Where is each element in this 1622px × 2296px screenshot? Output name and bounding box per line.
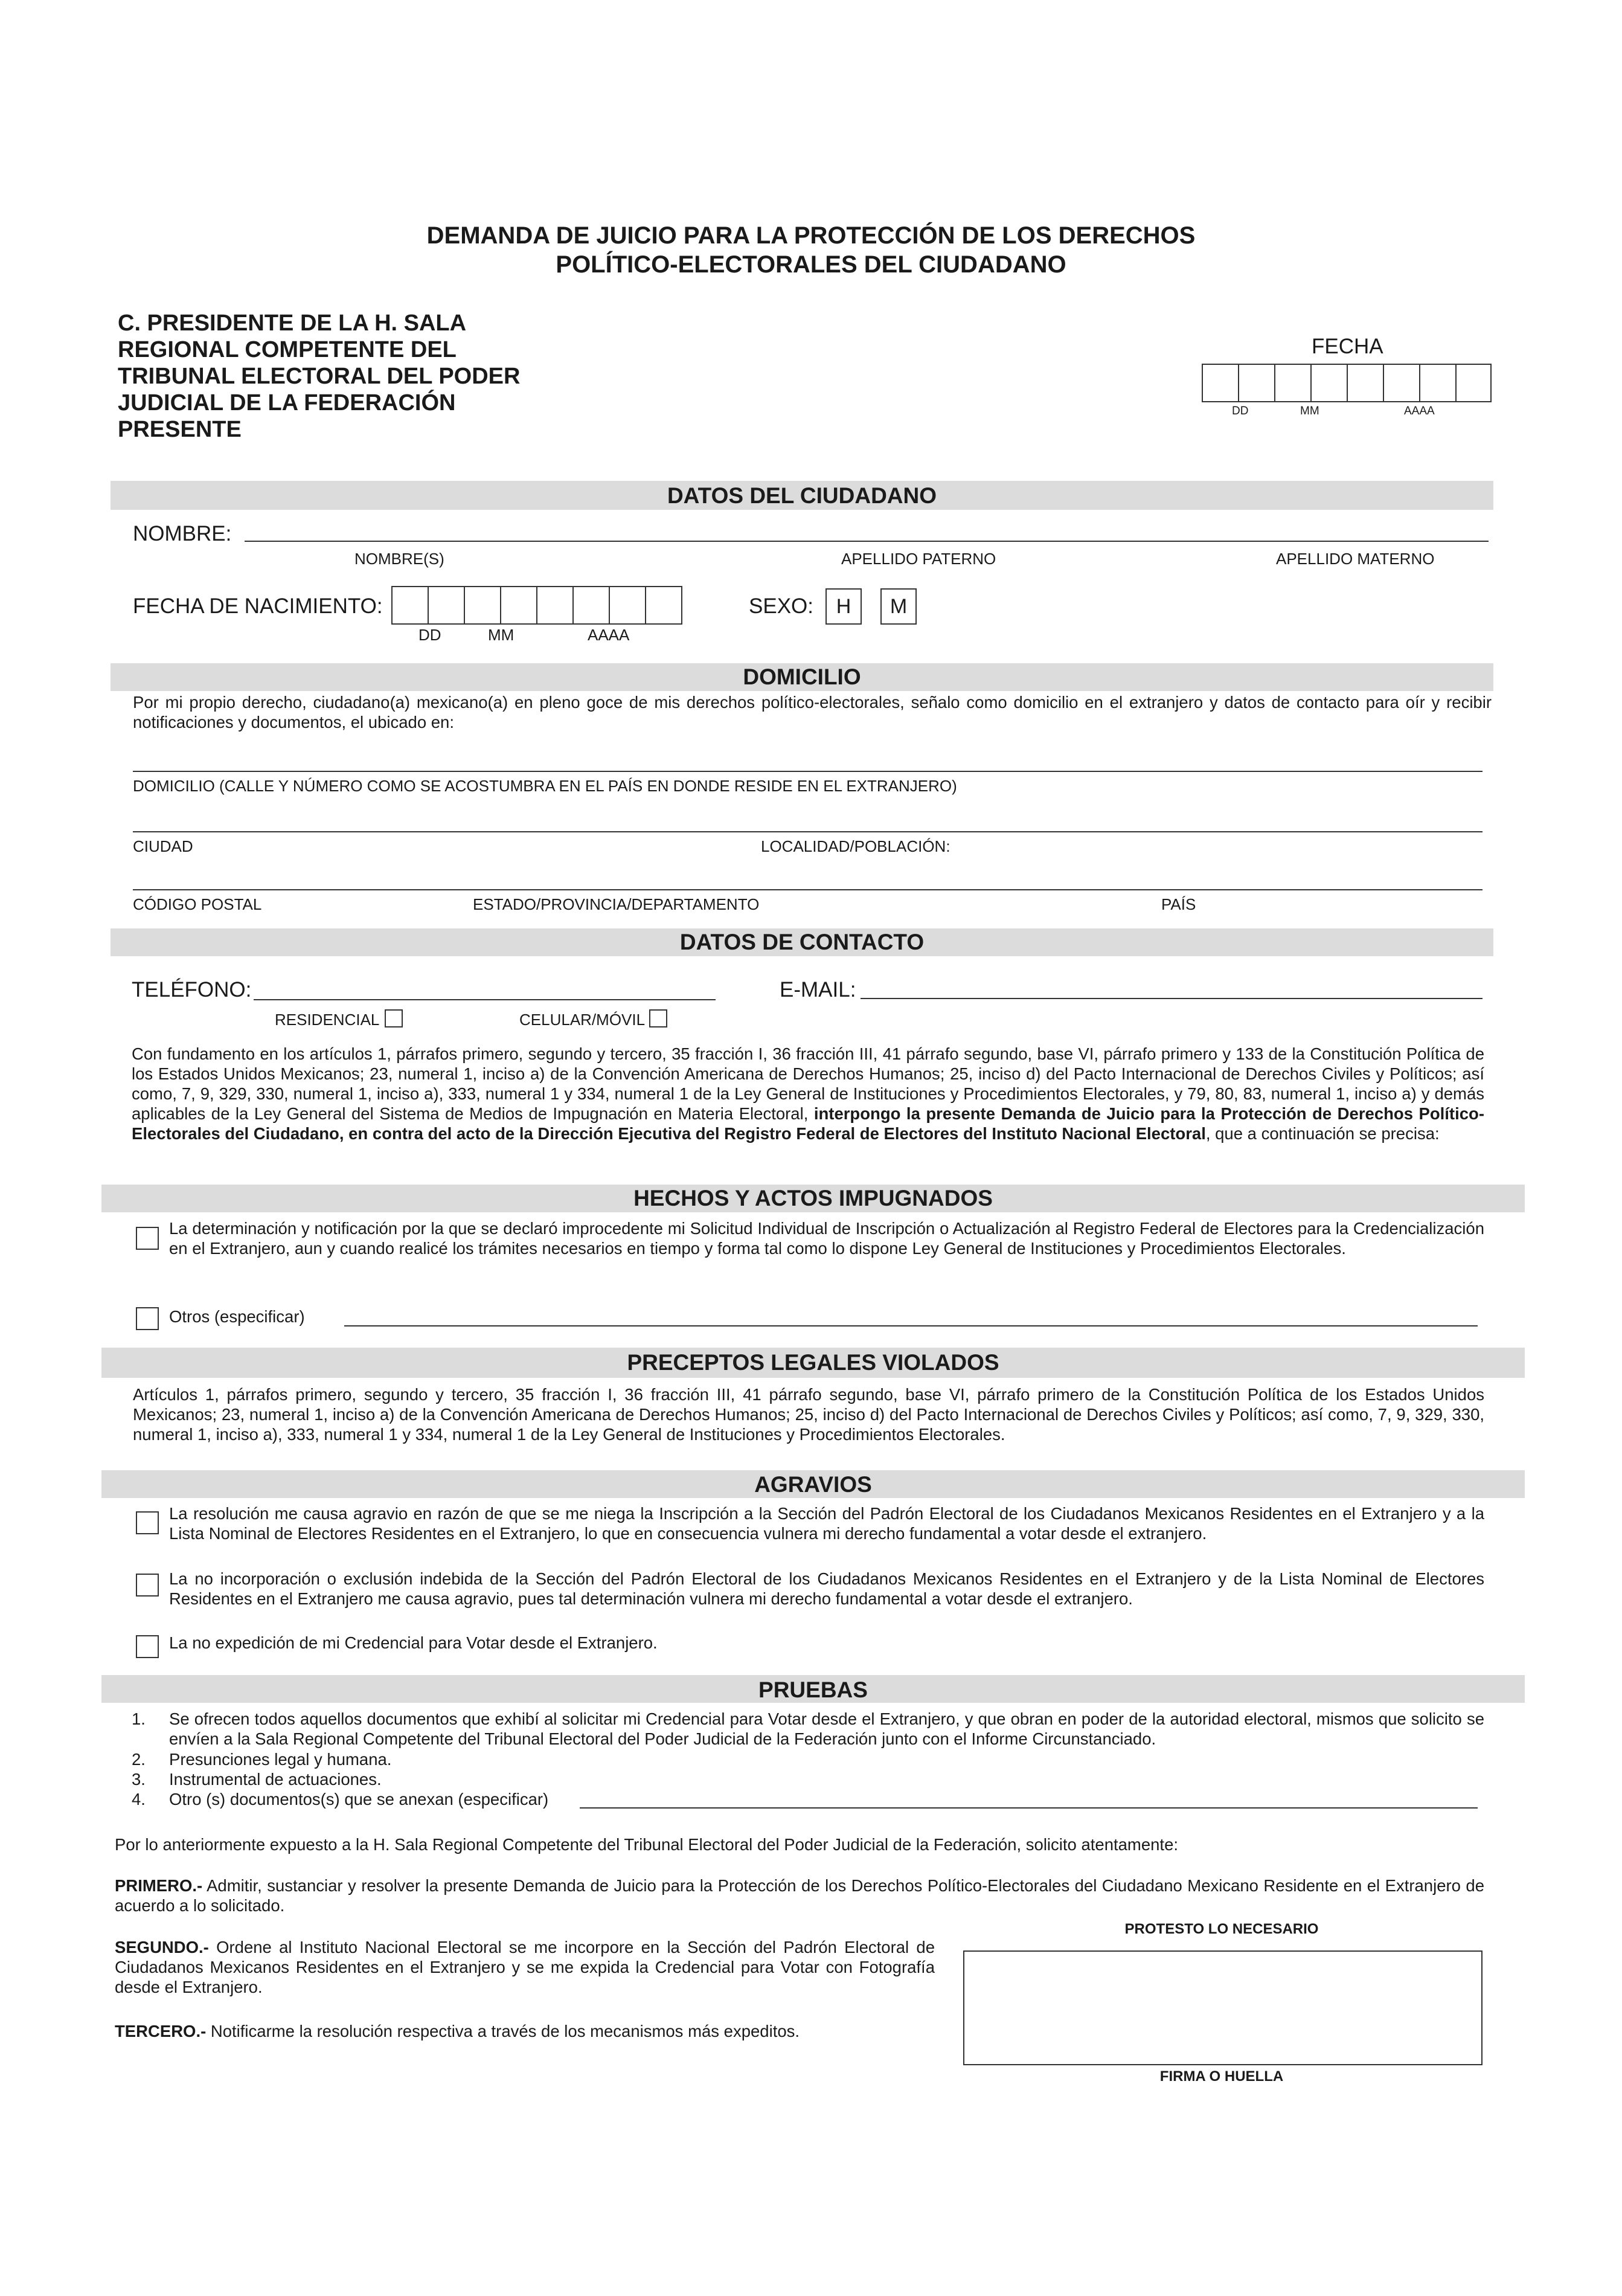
- prueba-2-number: 2.: [132, 1750, 146, 1769]
- nacimiento-digit-box[interactable]: [465, 587, 501, 623]
- fecha-label: FECHA: [1312, 335, 1383, 358]
- agravio-3-text: La no expedición de mi Credencial para Votar desde el Extranjero.: [169, 1633, 658, 1652]
- document-title-line-2: POLÍTICO-ELECTORALES DEL CIUDADANO: [556, 251, 1066, 278]
- nombres-sublabel: NOMBRE(S): [354, 550, 444, 568]
- fecha-digit-box[interactable]: [1239, 365, 1275, 401]
- domicilio-sublabel: DOMICILIO (CALLE Y NÚMERO COMO SE ACOSTUMBRA EN EL PAÍS EN DONDE RESIDE EN EL EXTRANJERO): [133, 777, 957, 795]
- nacimiento-aaaa-label: AAAA: [588, 626, 630, 644]
- agravio-3-checkbox[interactable]: [136, 1635, 159, 1658]
- hechos-otros-checkbox[interactable]: [136, 1307, 159, 1330]
- nacimiento-mm-label: MM: [488, 626, 514, 644]
- nacimiento-digit-box[interactable]: [537, 587, 574, 623]
- fecha-digit-box[interactable]: [1384, 365, 1420, 401]
- segundo-text: Ordene al Instituto Nacional Electoral se me incorpore en la Sección del Padrón Electoral de Ciudadanos Mexicanos Residentes en el Extranjero y se me expida la Credencial para Votar con Fotografía desde el Extranjero.: [115, 1938, 935, 1996]
- prueba-4-input-line[interactable]: [580, 1807, 1478, 1809]
- sexo-m-box[interactable]: M: [880, 588, 917, 625]
- hechos-heading: HECHOS Y ACTOS IMPUGNADOS: [101, 1185, 1525, 1212]
- ciudad-sublabel: CIUDAD: [133, 837, 193, 855]
- prueba-4-number: 4.: [132, 1790, 146, 1809]
- telefono-input-line[interactable]: [254, 999, 716, 1000]
- nacimiento-digit-box[interactable]: [610, 587, 646, 623]
- segundo-label: SEGUNDO.-: [115, 1938, 209, 1957]
- firma-label: FIRMA O HUELLA: [1159, 2068, 1284, 2085]
- agravio-2-text: La no incorporación o exclusión indebida de la Sección del Padrón Electoral de los Ciudadanos Mexicanos Residentes en el Extranjero y de la Lista Nominal de Electores Residentes en el Extranjero me causa agravio, pues tal determinación vulnera mi derecho fundamental a votar desde el extranjero.: [169, 1569, 1484, 1608]
- estado-sublabel: ESTADO/PROVINCIA/DEPARTAMENTO: [473, 895, 760, 913]
- prueba-2-text: Presunciones legal y humana.: [169, 1750, 392, 1769]
- primero-paragraph: [115, 1876, 1484, 1915]
- primero-text: Admitir, sustanciar y resolver la presente Demanda de Juicio para la Protección de los Derechos Político-Electorales del Ciudadano Mexicano Residente en el Extranjero de acuerdo a lo solicitado.: [115, 1876, 1484, 1915]
- celular-checkbox[interactable]: [649, 1009, 667, 1027]
- prueba-3-number: 3.: [132, 1770, 146, 1789]
- email-label: E-MAIL:: [780, 978, 856, 1002]
- fecha-digit-box[interactable]: [1420, 365, 1457, 401]
- apellido-materno-sublabel: APELLIDO MATERNO: [1276, 550, 1435, 568]
- domicilio-input-line[interactable]: [133, 771, 1483, 772]
- nacimiento-digit-box[interactable]: [501, 587, 537, 623]
- document-title-line-1: DEMANDA DE JUICIO PARA LA PROTECCIÓN DE LOS DERECHOS: [426, 222, 1196, 249]
- addressee-line: REGIONAL COMPETENTE DEL: [118, 337, 457, 362]
- addressee-line: JUDICIAL DE LA FEDERACIÓN: [118, 390, 456, 416]
- residencial-label: RESIDENCIAL: [275, 1011, 380, 1029]
- addressee-line: PRESENTE: [118, 417, 242, 442]
- nacimiento-dd-label: DD: [418, 626, 441, 644]
- fecha-mm-label: MM: [1300, 405, 1319, 417]
- preceptos-heading: PRECEPTOS LEGALES VIOLADOS: [101, 1348, 1525, 1378]
- preceptos-text: Artículos 1, párrafos primero, segundo y tercero, 35 fracción I, 36 fracción III, 41 párrafo segundo, base VI, párrafo primero de la Constitución Política de los Estados Unidos Mexicanos; 23, numeral 1, inciso a) de la Convención Americana de Derechos Humanos; 25, inciso d) del Pacto Internacional de Derechos Civiles y Políticos; así como, 7, 9, 329, 330, numeral 1, inciso a), 333, numeral 1 y 334, numeral 1 de la Ley General de Instituciones y Procedimientos Electorales.: [133, 1385, 1484, 1444]
- fecha-digit-box[interactable]: [1457, 365, 1490, 401]
- fecha-aaaa-label: AAAA: [1404, 405, 1435, 417]
- sexo-h-box[interactable]: H: [825, 588, 862, 625]
- email-input-line[interactable]: [861, 998, 1483, 999]
- fecha-digit-box[interactable]: [1275, 365, 1312, 401]
- nacimiento-digit-box[interactable]: [393, 587, 429, 623]
- residencial-checkbox[interactable]: [385, 1009, 403, 1027]
- agravio-1-checkbox[interactable]: [136, 1511, 159, 1534]
- fecha-digit-box[interactable]: [1312, 365, 1348, 401]
- domicilio-intro: Por mi propio derecho, ciudadano(a) mexicano(a) en pleno goce de mis derechos político-electorales, señalo como domicilio en el extranjero y datos de contacto para oír y recibir notificaciones y documentos, el ubicado en:: [133, 693, 1492, 732]
- tercero-paragraph: [115, 2021, 935, 2041]
- tercero-label: TERCERO.-: [115, 2022, 207, 2040]
- fecha-dd-label: DD: [1232, 405, 1249, 417]
- fecha-nacimiento-label: FECHA DE NACIMIENTO:: [133, 594, 383, 618]
- fundamento-end-text: , que a continuación se precisa:: [1205, 1124, 1440, 1143]
- prueba-1-number: 1.: [132, 1709, 146, 1728]
- pais-sublabel: PAÍS: [1161, 895, 1196, 913]
- hechos-otros-label: Otros (especificar): [169, 1307, 305, 1326]
- localidad-sublabel: LOCALIDAD/POBLACIÓN:: [761, 837, 950, 855]
- nombre-input-line[interactable]: [245, 541, 1489, 542]
- pruebas-heading: PRUEBAS: [101, 1675, 1525, 1703]
- segundo-paragraph: [115, 1937, 935, 1997]
- prueba-4-text: Otro (s) documentos(s) que se anexan (especificar): [169, 1790, 549, 1809]
- hechos-item-1-checkbox[interactable]: [136, 1227, 159, 1250]
- fundamento-text: Con fundamento en los artículos 1, párrafos primero, segundo y tercero, 35 fracción I, 36 fracción III, 41 párrafo segundo, base VI, párrafo primero y 133 de la Constitución Política de los Estados Unidos Mexicanos; 23, numeral 1, inciso a) de la Convención Americana de Derechos Humanos; 25, inciso d) del Pacto Internacional de Derechos Civiles y Políticos; así como, 7, 9, 329, 330, numeral 1, inciso a), 333, numeral 1 y 334, numeral 1 de la Ley General de Instituciones y Procedimientos Electorales, y 79, 80, 83, numeral 1, inciso a) y demás aplicables de la Ley General del Sistema de Medios de Impugnación en Materia Electoral,: [132, 1044, 1484, 1123]
- nacimiento-digit-box[interactable]: [574, 587, 610, 623]
- datos-contacto-heading: DATOS DE CONTACTO: [111, 928, 1493, 956]
- codigo-postal-sublabel: CÓDIGO POSTAL: [133, 895, 262, 913]
- primero-label: PRIMERO.-: [115, 1876, 203, 1895]
- nacimiento-digit-box[interactable]: [429, 587, 465, 623]
- fecha-digit-box[interactable]: [1348, 365, 1384, 401]
- domicilio-heading: DOMICILIO: [111, 663, 1493, 691]
- prueba-3-text: Instrumental de actuaciones.: [169, 1770, 382, 1789]
- fecha-boxes[interactable]: [1202, 364, 1492, 402]
- sexo-label: SEXO:: [749, 594, 813, 618]
- nombre-label: NOMBRE:: [133, 522, 232, 545]
- datos-ciudadano-heading: DATOS DEL CIUDADANO: [111, 481, 1493, 510]
- tercero-text: Notificarme la resolución respectiva a través de los mecanismos más expeditos.: [206, 2022, 800, 2040]
- hechos-item-1-text: La determinación y notificación por la que se declaró improcedente mi Solicitud Individual de Inscripción o Actualización al Registro Federal de Electores para la Credencialización en el Extranjero, aun y cuando realicé los trámites necesarios en tiempo y forma tal como lo dispone Ley General de Instituciones y Procedimientos Electorales.: [169, 1219, 1484, 1258]
- telefono-label: TELÉFONO:: [132, 978, 252, 1002]
- apellido-paterno-sublabel: APELLIDO PATERNO: [841, 550, 996, 568]
- ciudad-localidad-input-line[interactable]: [133, 831, 1483, 832]
- addressee-line: C. PRESIDENTE DE LA H. SALA: [118, 310, 467, 336]
- addressee-block: [118, 310, 520, 443]
- agravio-1-text: La resolución me causa agravio en razón de que se me niega la Inscripción a la Sección del Padrón Electoral de los Ciudadanos Mexicanos Residentes en el Extranjero y a la Lista Nominal de Electores Residentes en el Extranjero, lo que en consecuencia vulnera mi derecho fundamental a votar desde el extranjero.: [169, 1504, 1484, 1543]
- fundamento-bold-text: interpongo la presente Demanda de Juicio para la Protección de Derechos Político-Electorales del Ciudadano, en contra del acto de la Dirección Ejecutiva del Registro Federal de Electores del Instituto Nacional Electoral: [132, 1104, 1484, 1143]
- fecha-digit-box[interactable]: [1203, 365, 1239, 401]
- fundamento-paragraph: [132, 1044, 1484, 1143]
- agravio-2-checkbox[interactable]: [136, 1574, 159, 1597]
- addressee-line: TRIBUNAL ELECTORAL DEL PODER: [118, 364, 521, 389]
- fecha-nacimiento-boxes[interactable]: [391, 586, 682, 625]
- protesto-label: PROTESTO LO NECESARIO: [1124, 1921, 1319, 1937]
- cp-estado-pais-input-line[interactable]: [133, 889, 1483, 890]
- agravios-heading: AGRAVIOS: [101, 1470, 1525, 1498]
- petitorio-intro: Por lo anteriormente expuesto a la H. Sala Regional Competente del Tribunal Electoral del Poder Judicial de la Federación, solicito atentamente:: [115, 1835, 1179, 1854]
- celular-label: CELULAR/MÓVIL: [519, 1011, 646, 1029]
- prueba-1-text: Se ofrecen todos aquellos documentos que exhibí al solicitar mi Credencial para Votar desde el Extranjero, y que obran en poder de la autoridad electoral, mismos que solicito se envíen a la Sala Regional Competente del Tribunal Electoral del Poder Judicial de la Federación junto con el Informe Circunstanciado.: [169, 1709, 1484, 1748]
- nacimiento-digit-box[interactable]: [646, 587, 681, 623]
- signature-box[interactable]: [963, 1950, 1483, 2065]
- hechos-otros-input-line[interactable]: [344, 1325, 1478, 1326]
